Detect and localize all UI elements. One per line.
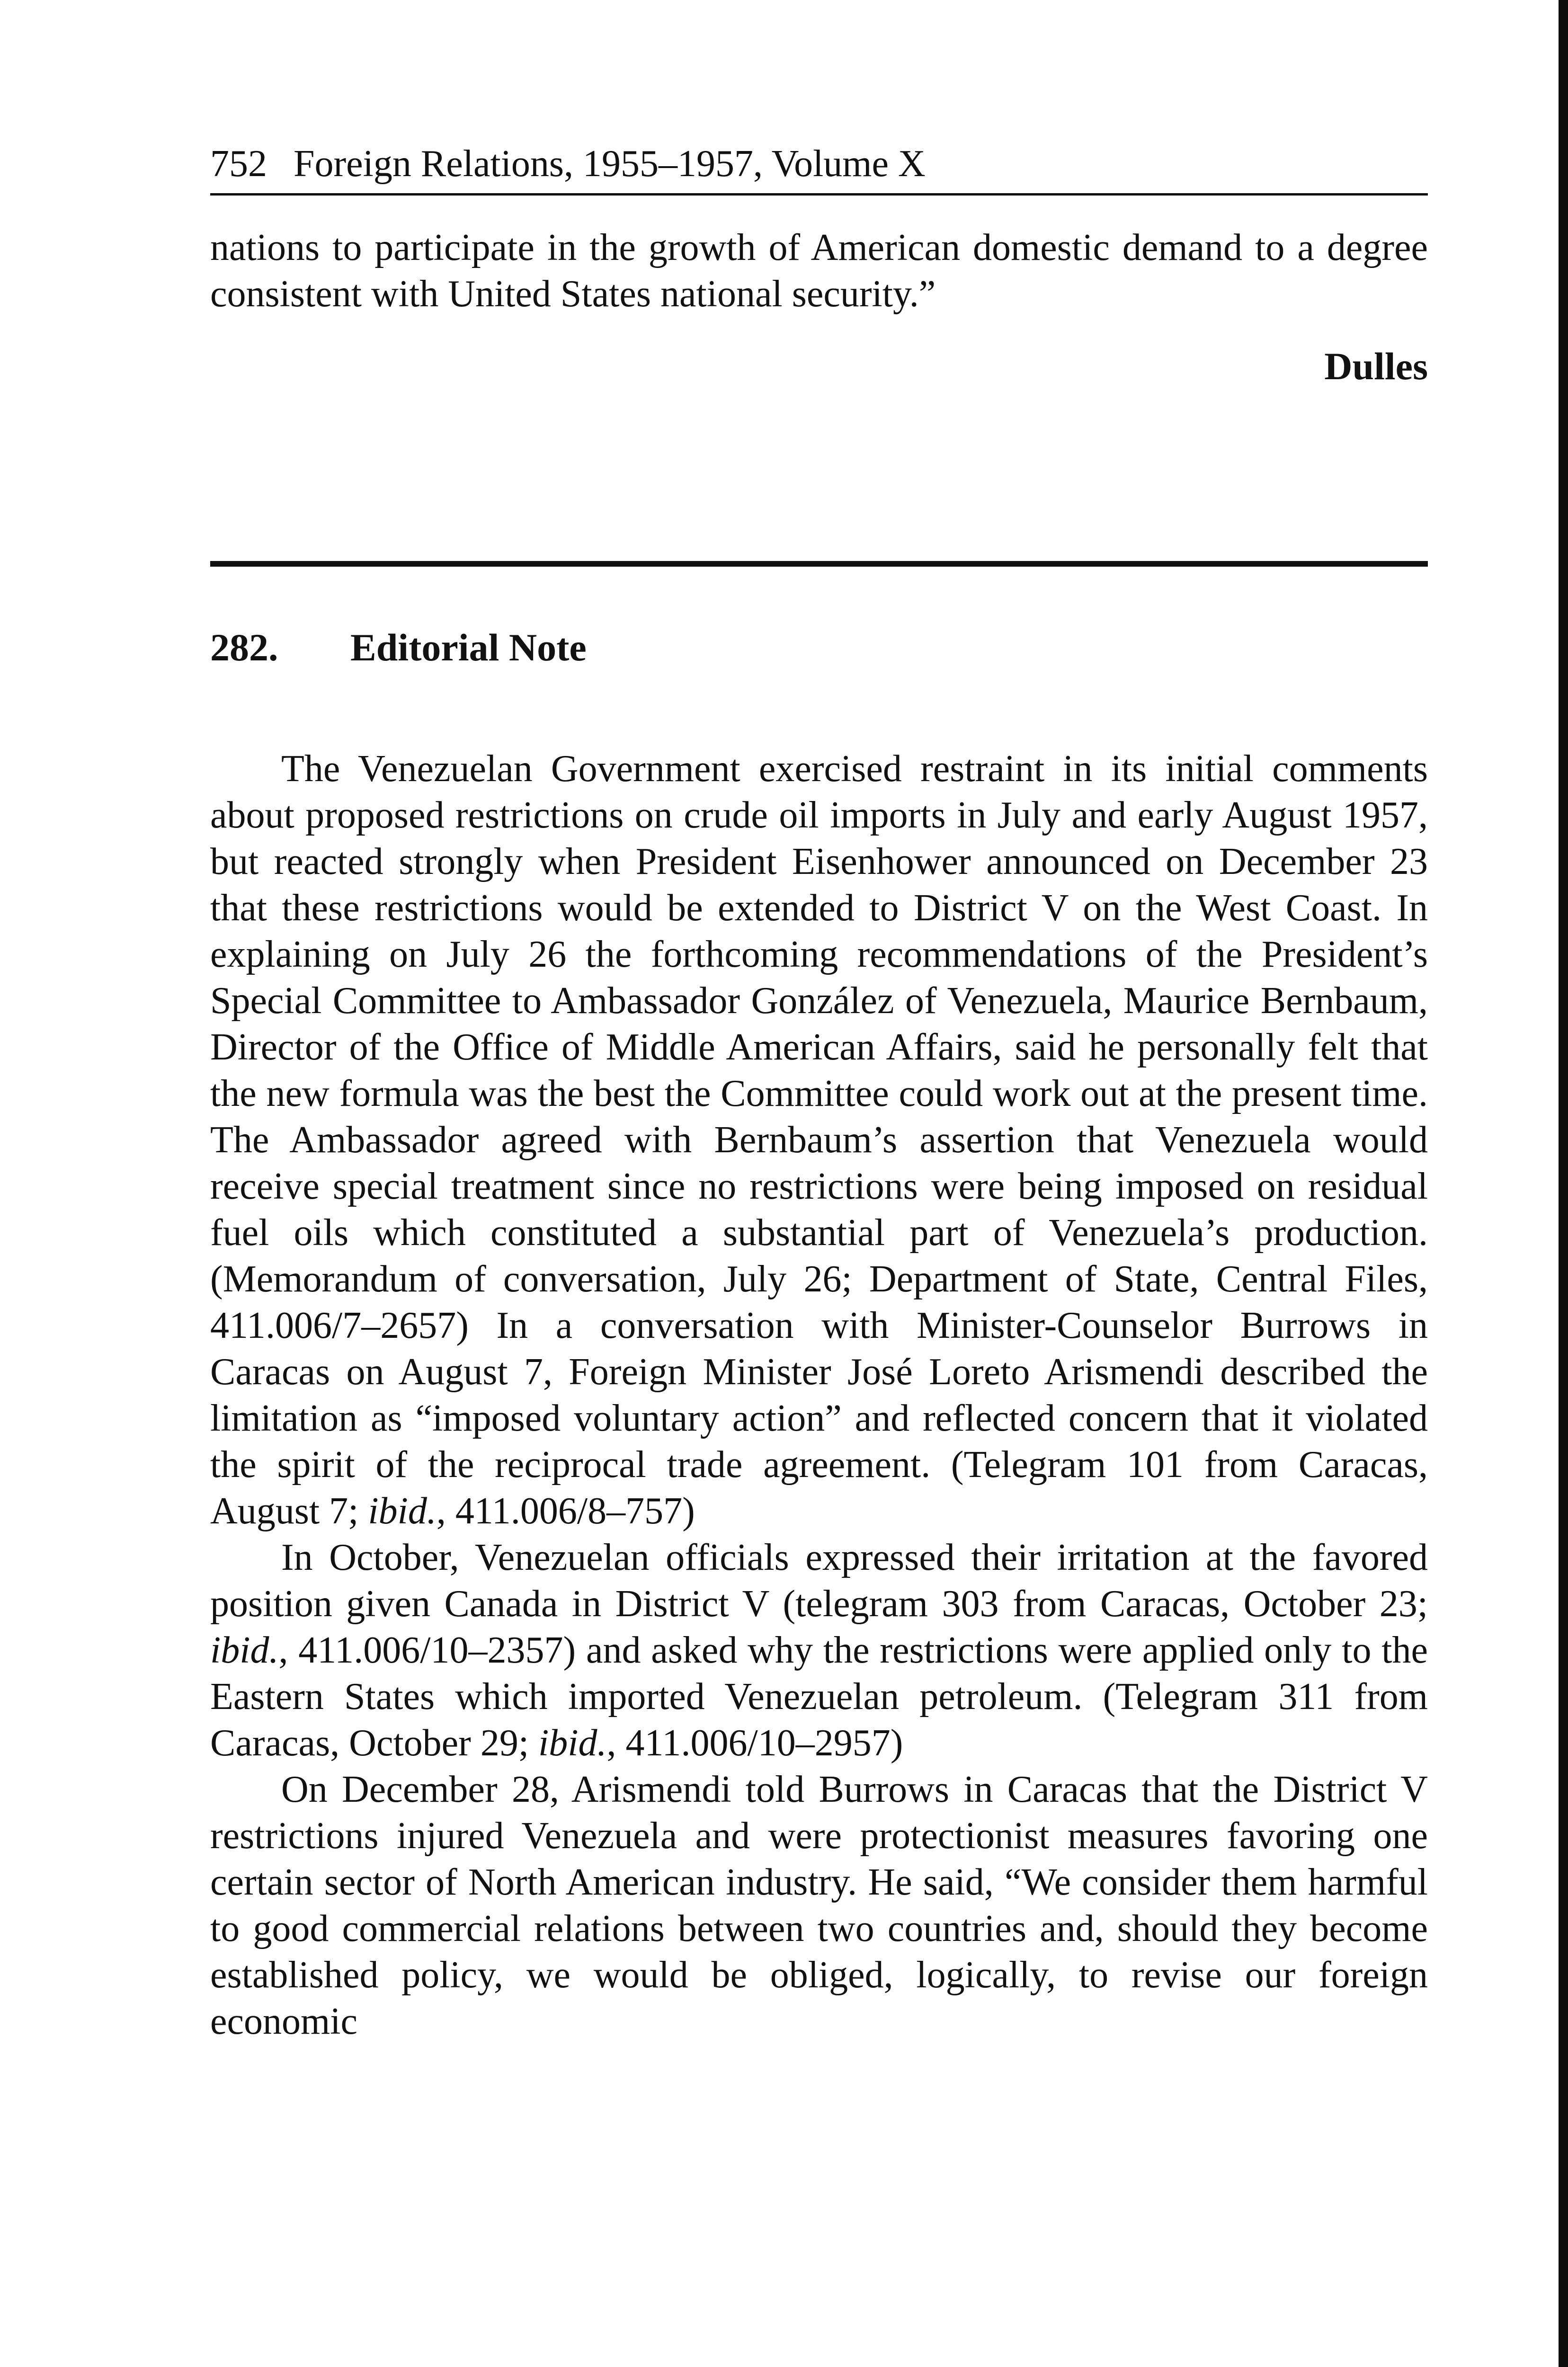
header-rule — [210, 193, 1428, 196]
signature: Dulles — [1324, 345, 1428, 388]
paragraph-text: The Venezuelan Government exercised restraint in its initial comments about proposed restrictions on crude oil imports in July and early August 1957, but reacted strongly when President Eisenhower announced on December 23 that these restrictions would be extended to District V on the West Coast. In explaining on July 26 the forthcoming recommendations of the President’s Special Committee to Ambassador González of Venezuela, Maurice Bernbaum, Director of the Office of Middle American Affairs, said he personally felt that the new formula was the best the Committee could work out at the present time. The Ambassador agreed with Bernbaum’s assertion that Venezuela would receive special treatment since no restrictions were being imposed on residual fuel oils which constituted a substantial part of Venezuela’s production. (Memorandum of conversation, July 26; Department of State, Central Files, 411.006/7–2657) In a conversation with Minister-Counselor Burrows in Caracas on August 7, Foreign Minister José Loreto Arismendi described the limitation as “imposed voluntary action” and reflected concern that it violated the spirit of the reciprocal trade agreement. (Telegram 101 from Caracas, August 7; — [210, 748, 1428, 1532]
citation-ibid: ibid. — [210, 1629, 279, 1671]
editorial-note-body — [210, 746, 1428, 2045]
paragraph — [210, 1766, 1428, 2045]
paragraph-text: , 411.006/10–2357) and asked why the restrictions were applied only to the Eastern States which imported Venezuelan petroleum. (Telegram 311 from Caracas, October 29; — [210, 1629, 1428, 1764]
continued-text: nations to participate in the growth of American domestic demand to a degree consistent with United States national security.” — [210, 227, 1428, 315]
section-title: Editorial Note — [350, 626, 587, 669]
paragraph — [210, 746, 1428, 1534]
paragraph — [210, 1534, 1428, 1766]
running-title: Foreign Relations, 1955–1957, Volume X — [294, 143, 926, 185]
paragraph-text: In October, Venezuelan officials expressed their irritation at the favored position given Canada in District V (telegram 303 from Caracas, October 23; — [210, 1537, 1428, 1625]
paragraph-text: On December 28, Arismendi told Burrows in Caracas that the District V restrictions injured Venezuela and were protectionist measures favoring one certain sector of North American industry. He said, “We consider them harmful to good commercial relations between two countries and, should they become established policy, we would be obliged, logically, to revise our foreign economic — [210, 1769, 1428, 2042]
page-edge-shadow — [1559, 0, 1568, 2367]
section-divider — [210, 561, 1428, 567]
running-head — [210, 140, 1428, 187]
citation-ref: , 411.006/8–757) — [436, 1490, 695, 1532]
citation-ibid: ibid. — [538, 1722, 607, 1764]
citation-ibid: ibid. — [368, 1490, 437, 1532]
section-heading — [210, 624, 587, 671]
section-number: 282. — [210, 626, 278, 669]
page-number: 752 — [210, 143, 267, 185]
citation-ref: , 411.006/10–2957) — [606, 1722, 903, 1764]
